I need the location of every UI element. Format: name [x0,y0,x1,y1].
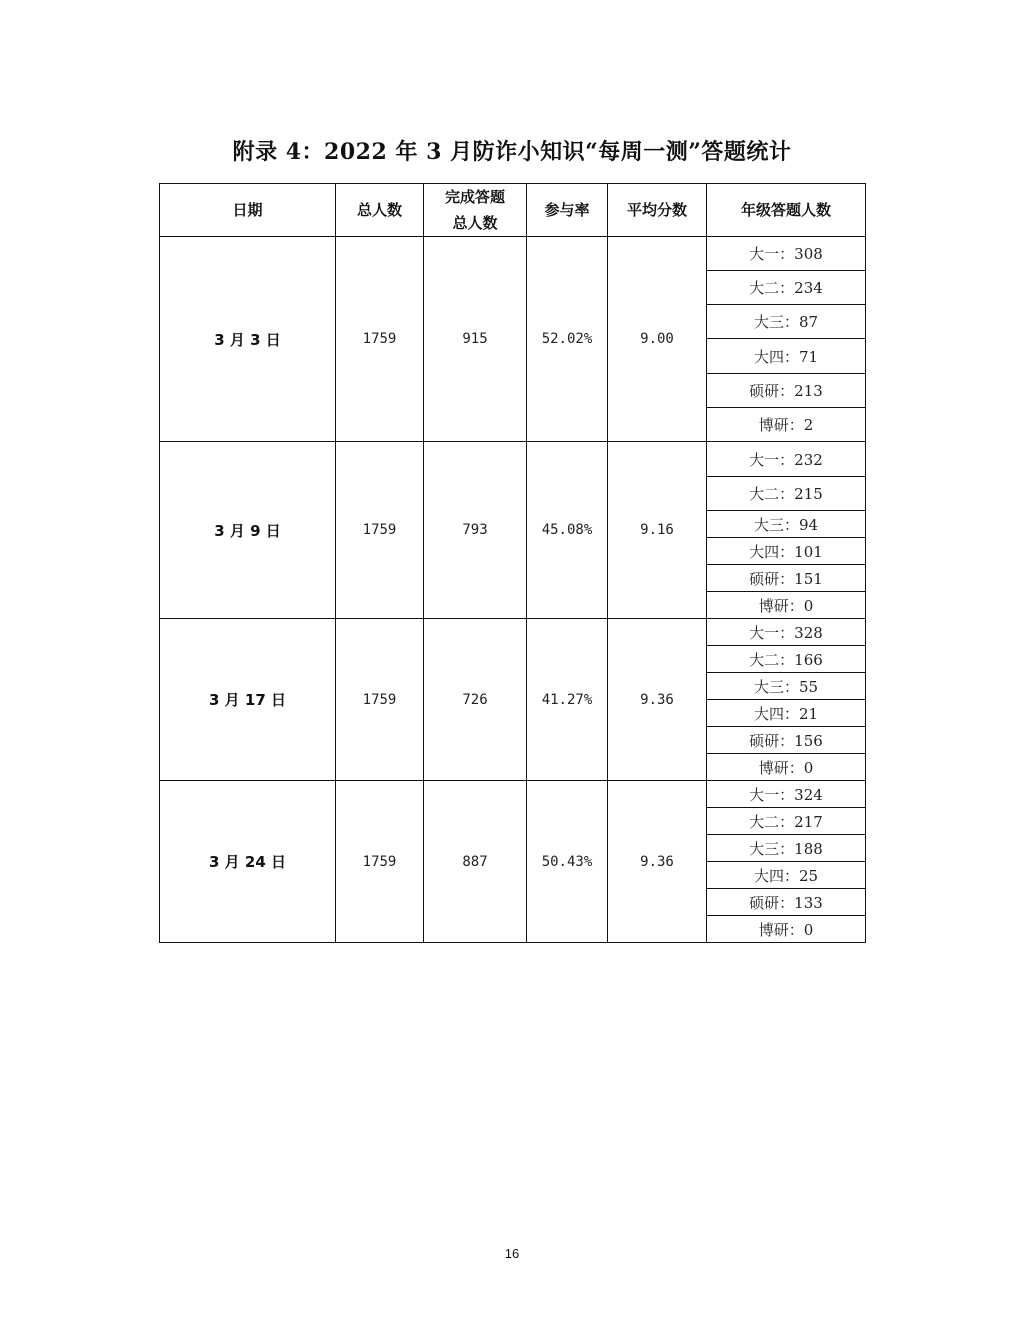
date-cell: 3 月 9 日 [160,442,336,619]
grade-count-cell: 博研：0 [707,754,866,781]
header-grade-counts: 年级答题人数 [707,184,866,237]
total-cell: 1759 [336,781,424,943]
grade-count-cell: 博研：0 [707,916,866,943]
grade-count-cell: 大一：328 [707,619,866,646]
rate-cell: 41.27% [527,619,608,781]
completed-cell: 793 [424,442,527,619]
rate-cell: 52.02% [527,237,608,442]
total-cell: 1759 [336,619,424,781]
table-header-row [160,184,866,237]
avg-cell: 9.36 [608,619,707,781]
page-number: 16 [504,1246,520,1261]
grade-count-cell: 大四：21 [707,700,866,727]
grade-count-cell: 大三：55 [707,673,866,700]
table-row [160,619,866,646]
grade-count-cell: 大一：232 [707,442,866,477]
grade-count-cell: 大三：188 [707,835,866,862]
grade-count-cell: 博研：2 [707,408,866,442]
completed-cell: 915 [424,237,527,442]
page-title: 附录 4：2022 年 3 月防诈小知识“每周一测”答题统计 [232,139,792,165]
header-date: 日期 [160,184,336,237]
total-cell: 1759 [336,442,424,619]
table-row [160,442,866,477]
rate-cell: 50.43% [527,781,608,943]
header-avg: 平均分数 [608,184,707,237]
header-completed [424,184,527,237]
grade-count-cell: 大三：87 [707,305,866,339]
grade-count-cell: 硕研：213 [707,374,866,408]
grade-count-cell: 硕研：133 [707,889,866,916]
grade-count-cell: 硕研：151 [707,565,866,592]
grade-count-cell: 博研：0 [707,592,866,619]
grade-count-cell: 大一：308 [707,237,866,271]
grade-count-cell: 大四：25 [707,862,866,889]
grade-count-cell: 大二：234 [707,271,866,305]
grade-count-cell: 大一：324 [707,781,866,808]
grade-count-cell: 大四：101 [707,538,866,565]
avg-cell: 9.36 [608,781,707,943]
table-row [160,781,866,808]
completed-cell: 726 [424,619,527,781]
date-cell: 3 月 3 日 [160,237,336,442]
completed-cell: 887 [424,781,527,943]
header-rate: 参与率 [527,184,608,237]
header-total: 总人数 [336,184,424,237]
date-cell: 3 月 24 日 [160,781,336,943]
grade-count-cell: 大四：71 [707,339,866,374]
grade-count-cell: 大二：166 [707,646,866,673]
grade-count-cell: 大三：94 [707,511,866,538]
table-row [160,237,866,271]
table-body [160,237,866,943]
avg-cell: 9.00 [608,237,707,442]
grade-count-cell: 大二：217 [707,808,866,835]
date-cell: 3 月 17 日 [160,619,336,781]
grade-count-cell: 大二：215 [707,477,866,511]
total-cell: 1759 [336,237,424,442]
avg-cell: 9.16 [608,442,707,619]
grade-count-cell: 硕研：156 [707,727,866,754]
statistics-table [159,183,866,943]
header-completed-label: 完成答题总人数 [444,188,505,232]
rate-cell: 45.08% [527,442,608,619]
